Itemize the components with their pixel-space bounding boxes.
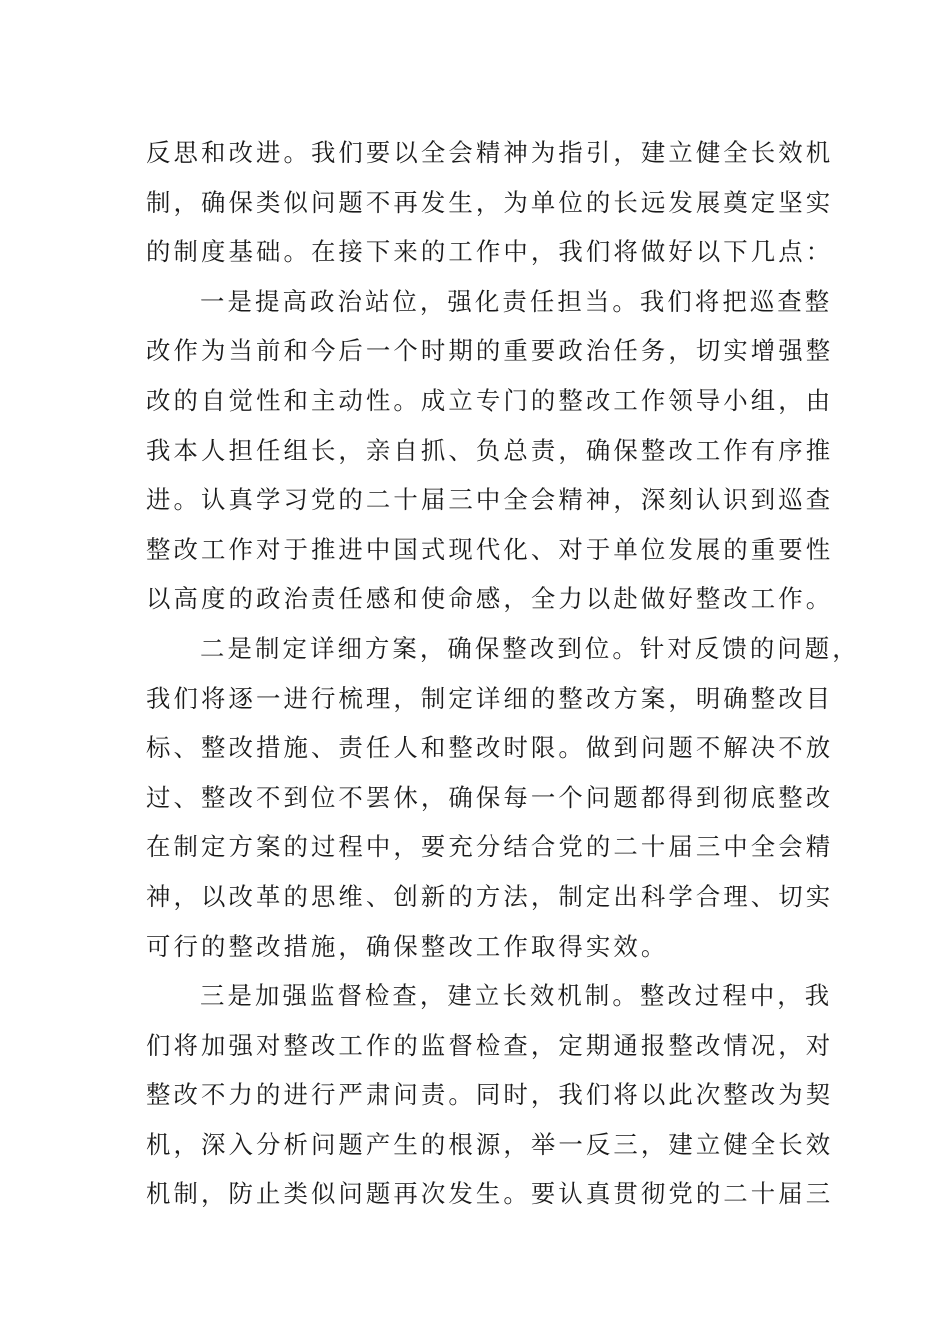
text-line: 整改工作对于推进中国式现代化、对于单位发展的重要性 bbox=[146, 534, 834, 564]
text-line: 们将加强对整改工作的监督检查，定期通报整改情况，对 bbox=[146, 1030, 834, 1060]
document-body bbox=[146, 128, 860, 1219]
text-line: 的制度基础。在接下来的工作中，我们将做好以下几点： bbox=[146, 237, 834, 267]
text-line: 改作为当前和今后一个时期的重要政治任务，切实增强整 bbox=[146, 336, 834, 366]
text-line: 机，深入分析问题产生的根源，举一反三，建立健全长效 bbox=[146, 1129, 834, 1159]
paragraph-start-line: 二是制定详细方案，确保整改到位。针对反馈的问题， bbox=[200, 633, 860, 663]
text-line: 过、整改不到位不罢休，确保每一个问题都得到彻底整改 bbox=[146, 782, 834, 812]
text-line: 可行的整改措施，确保整改工作取得实效。 bbox=[146, 931, 669, 961]
text-line: 在制定方案的过程中，要充分结合党的二十届三中全会精 bbox=[146, 832, 834, 862]
paragraph-start-line: 一是提高政治站位，强化责任担当。我们将把巡查整 bbox=[200, 286, 833, 316]
text-line: 改的自觉性和主动性。成立专门的整改工作领导小组，由 bbox=[146, 385, 834, 415]
text-line: 制，确保类似问题不再发生，为单位的长远发展奠定坚实 bbox=[146, 187, 834, 217]
text-line: 标、整改措施、责任人和整改时限。做到问题不解决不放 bbox=[146, 733, 834, 763]
text-line: 整改不力的进行严肃问责。同时，我们将以此次整改为契 bbox=[146, 1080, 834, 1110]
text-line: 机制，防止类似问题再次发生。要认真贯彻党的二十届三 bbox=[146, 1179, 834, 1209]
text-line: 我们将逐一进行梳理，制定详细的整改方案，明确整改目 bbox=[146, 683, 834, 713]
text-line: 以高度的政治责任感和使命感，全力以赴做好整改工作。 bbox=[146, 584, 834, 614]
text-line: 反思和改进。我们要以全会精神为指引，建立健全长效机 bbox=[146, 138, 834, 167]
text-line: 我本人担任组长，亲自抓、负总责，确保整改工作有序推 bbox=[146, 435, 834, 465]
text-line: 进。认真学习党的二十届三中全会精神，深刻认识到巡查 bbox=[146, 485, 834, 515]
text-line: 神，以改革的思维、创新的方法，制定出科学合理、切实 bbox=[146, 881, 834, 911]
paragraph-start-line: 三是加强监督检查，建立长效机制。整改过程中，我 bbox=[200, 981, 833, 1011]
